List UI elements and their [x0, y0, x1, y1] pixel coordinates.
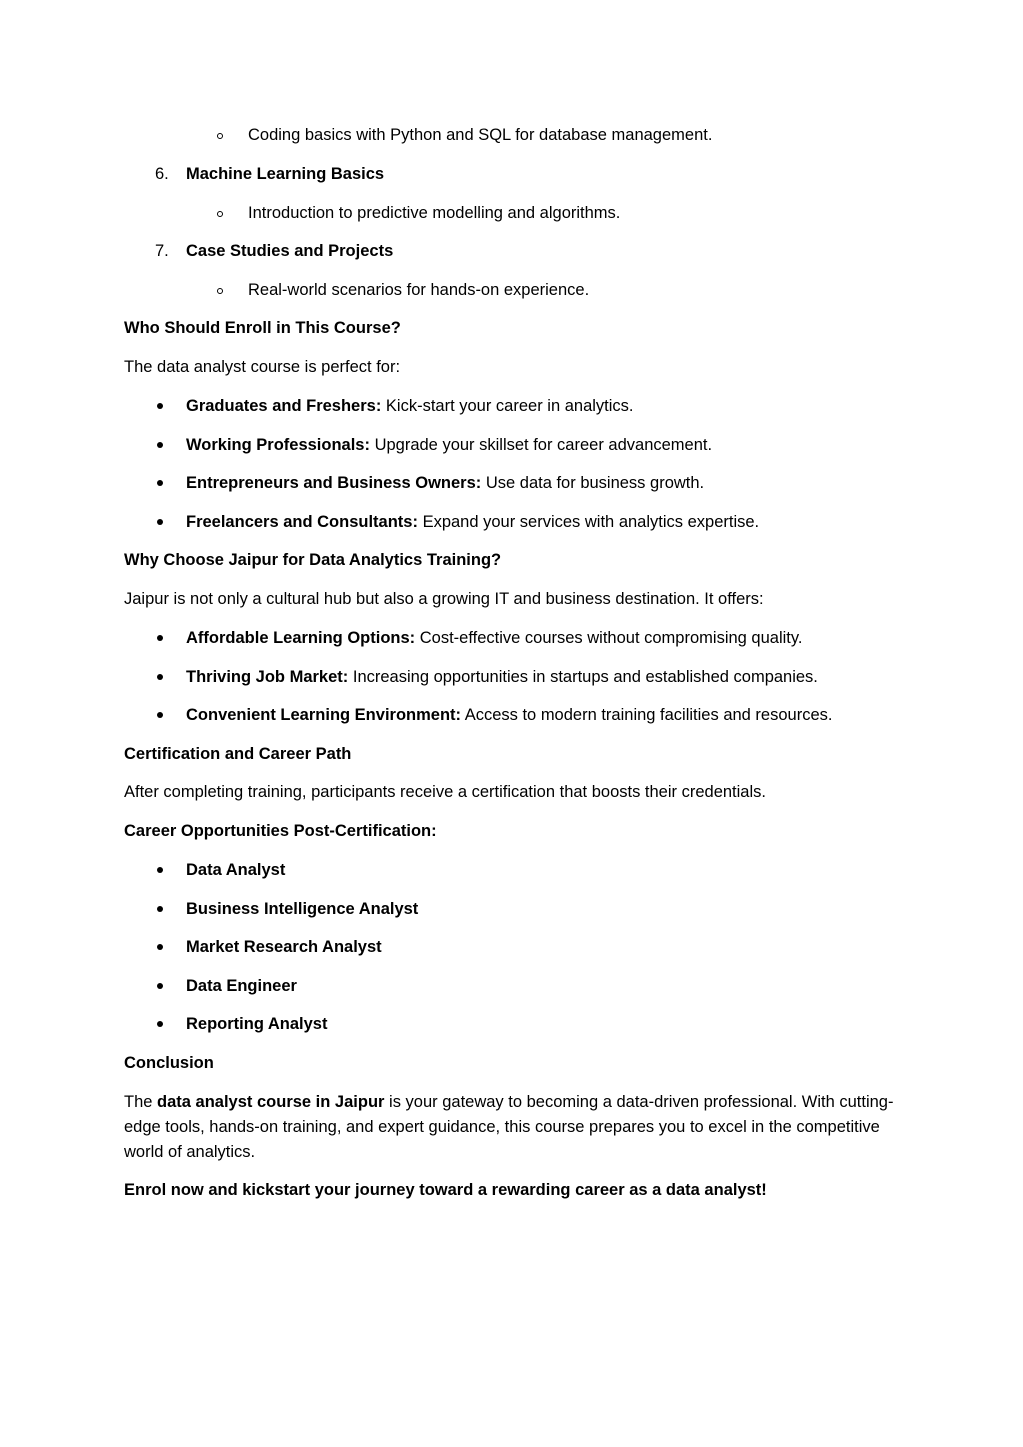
career-item: Data Analyst [186, 861, 286, 879]
list-item-title: Case Studies and Projects [186, 242, 394, 260]
list-item [186, 626, 802, 651]
career-item: Business Intelligence Analyst [186, 900, 419, 918]
list-item-label: Convenient Learning Environment: [186, 706, 462, 724]
hollow-bullet-icon [217, 211, 223, 217]
section-heading: Why Choose Jaipur for Data Analytics Training? [124, 551, 502, 569]
list-item [186, 471, 704, 496]
bullet-icon [157, 635, 163, 641]
list-item-label: Affordable Learning Options: [186, 629, 416, 647]
hollow-bullet-icon [217, 133, 223, 139]
list-item-label: Working Professionals: [186, 436, 370, 454]
list-item-text: Increasing opportunities in startups and established companies. [348, 668, 818, 686]
paragraph: Jaipur is not only a cultural hub but also a growing IT and business destination. It offers: [124, 590, 764, 608]
list-item-label: Freelancers and Consultants: [186, 513, 418, 531]
career-item: Market Research Analyst [186, 938, 382, 956]
list-item-label: Thriving Job Market: [186, 668, 349, 686]
conclusion-pre: The [124, 1093, 158, 1111]
list-item-text: Access to modern training facilities and resources. [461, 706, 833, 724]
list-item-text: Kick-start your career in analytics. [381, 397, 634, 415]
list-item-title: Machine Learning Basics [186, 165, 385, 183]
list-item-label: Graduates and Freshers: [186, 397, 382, 415]
sub-bullet-text: Real-world scenarios for hands-on experience. [248, 281, 590, 299]
list-item-text: Cost-effective courses without compromising quality. [415, 629, 803, 647]
list-number: 6. [155, 165, 169, 183]
paragraph: After completing training, participants receive a certification that boosts their credentials. [124, 783, 766, 801]
paragraph: The data analyst course is perfect for: [124, 358, 401, 376]
section-heading: Who Should Enroll in This Course? [124, 319, 401, 337]
list-item [186, 394, 634, 419]
section-heading: Career Opportunities Post-Certification: [124, 822, 437, 840]
list-item-text: Expand your services with analytics expertise. [417, 513, 760, 531]
section-heading: Certification and Career Path [124, 745, 352, 763]
list-number: 7. [155, 242, 169, 260]
section-heading: Conclusion [124, 1054, 214, 1072]
conclusion-paragraph [124, 1090, 894, 1165]
bullet-icon [157, 712, 163, 718]
sub-bullet-text: Coding basics with Python and SQL for database management. [248, 126, 713, 144]
hollow-bullet-icon [217, 288, 223, 294]
list-item-text: Use data for business growth. [481, 474, 705, 492]
bullet-icon [157, 983, 163, 989]
career-item: Data Engineer [186, 977, 297, 995]
bullet-icon [157, 944, 163, 950]
list-item-text: Upgrade your skillset for career advancement. [369, 436, 713, 454]
bullet-icon [157, 867, 163, 873]
bullet-icon [157, 480, 163, 486]
career-item: Reporting Analyst [186, 1015, 328, 1033]
conclusion-bold: data analyst course in Jaipur [157, 1093, 385, 1111]
bullet-icon [157, 674, 163, 680]
list-item [186, 510, 759, 535]
bullet-icon [157, 1021, 163, 1027]
list-item [186, 433, 712, 458]
sub-bullet-text: Introduction to predictive modelling and algorithms. [248, 204, 621, 222]
list-item [186, 703, 832, 728]
bullet-icon [157, 906, 163, 912]
bullet-icon [157, 519, 163, 525]
bullet-icon [157, 442, 163, 448]
bullet-icon [157, 403, 163, 409]
call-to-action: Enrol now and kickstart your journey toward a rewarding career as a data analyst! [124, 1181, 767, 1199]
list-item-label: Entrepreneurs and Business Owners: [186, 474, 482, 492]
list-item [186, 665, 818, 690]
conclusion-post: is your gateway to becoming a data-driven professional. With cutting-edge tools, hands-on training, and expert guidance, this course prepares you to excel in the competitive world of analytics. [124, 1093, 894, 1161]
